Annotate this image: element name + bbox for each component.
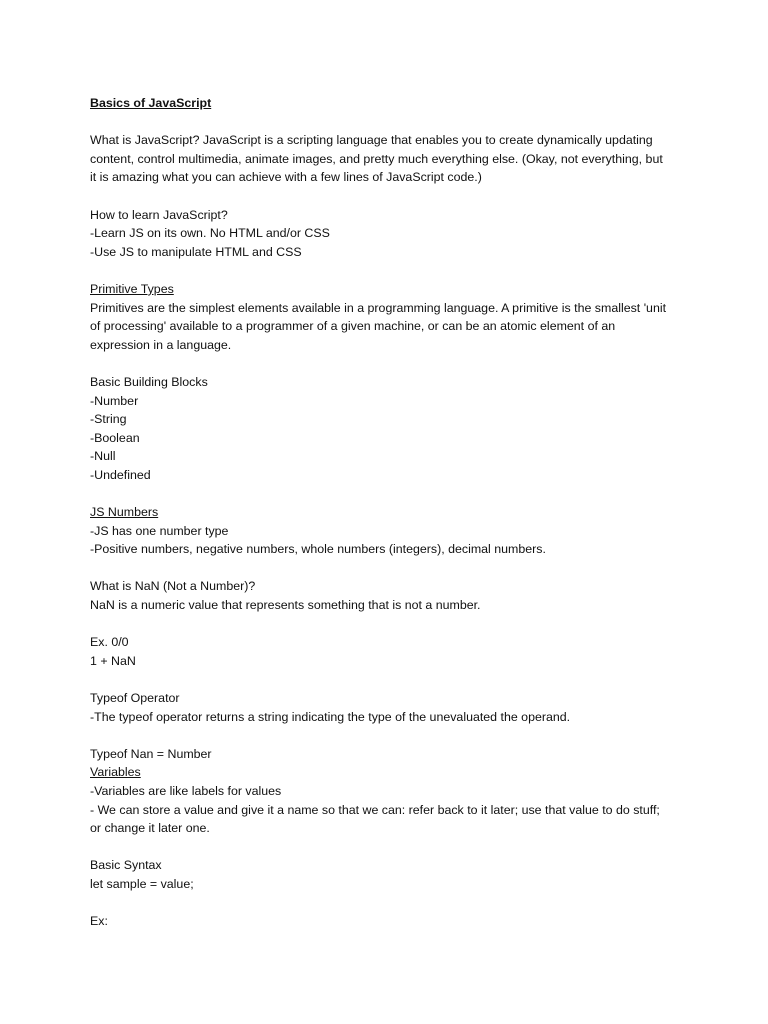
spacer bbox=[90, 484, 690, 503]
learn-item: -Use JS to manipulate HTML and CSS bbox=[90, 244, 302, 259]
js-numbers-heading: JS Numbers bbox=[90, 505, 159, 520]
syntax-body: let sample = value; bbox=[90, 876, 194, 891]
spacer bbox=[90, 187, 690, 206]
spacer bbox=[90, 261, 690, 280]
spacer bbox=[90, 615, 690, 634]
primitive-types-heading: Primitive Types bbox=[90, 281, 174, 296]
spacer bbox=[90, 838, 690, 857]
spacer bbox=[90, 726, 690, 745]
syntax-heading: Basic Syntax bbox=[90, 858, 162, 873]
spacer bbox=[90, 894, 690, 913]
ex-label: Ex: bbox=[90, 914, 108, 929]
js-numbers-item: -Positive numbers, negative numbers, whole numbers (integers), decimal numbers. bbox=[90, 542, 546, 557]
variables-item: - We can store a value and give it a name so that we can: refer back to it later; use that value to do stuff; bbox=[90, 802, 660, 817]
typeof-heading: Typeof Operator bbox=[90, 691, 180, 705]
intro-line: content, control multimedia, animate images, and pretty much everything else. (Okay, not everything, but bbox=[90, 151, 663, 166]
variables-item: or change it later one. bbox=[90, 821, 210, 836]
spacer bbox=[90, 559, 690, 578]
variables-item: -Variables are like labels for values bbox=[90, 783, 282, 798]
spacer bbox=[90, 354, 690, 373]
primitive-types-line: of processing' available to a programmer of a given machine, or can be an atomic element of an bbox=[90, 319, 616, 334]
building-block-item: -Undefined bbox=[90, 467, 151, 482]
primitive-types-line: expression in a language. bbox=[90, 337, 232, 352]
learn-item: -Learn JS on its own. No HTML and/or CSS bbox=[90, 226, 330, 241]
example-line: Ex. 0/0 bbox=[90, 635, 129, 650]
variables-heading: Variables bbox=[90, 765, 141, 780]
typeof-nan-line: Typeof Nan = Number bbox=[90, 746, 212, 761]
building-block-item: -Null bbox=[90, 449, 116, 464]
building-blocks-heading: Basic Building Blocks bbox=[90, 374, 208, 389]
spacer bbox=[90, 113, 690, 132]
document-title: Basics of JavaScript bbox=[90, 96, 212, 110]
primitive-types-line: Primitives are the simplest elements available in a programming language. A primitive is the smallest 'unit bbox=[90, 300, 667, 315]
document-body bbox=[90, 94, 690, 931]
js-numbers-item: -JS has one number type bbox=[90, 523, 229, 538]
example-line: 1 + NaN bbox=[90, 653, 136, 668]
intro-line: What is JavaScript? JavaScript is a scripting language that enables you to create dynamically updating bbox=[90, 133, 653, 148]
nan-body: NaN is a numeric value that represents something that is not a number. bbox=[90, 598, 481, 613]
building-block-item: -String bbox=[90, 412, 127, 427]
typeof-body: -The typeof operator returns a string indicating the type of the unevaluated the operand. bbox=[90, 709, 571, 724]
building-block-item: -Number bbox=[90, 393, 139, 408]
learn-heading: How to learn JavaScript? bbox=[90, 207, 228, 222]
spacer bbox=[90, 670, 690, 689]
nan-heading: What is NaN (Not a Number)? bbox=[90, 579, 256, 594]
intro-line: it is amazing what you can achieve with a few lines of JavaScript code.) bbox=[90, 170, 482, 185]
building-block-item: -Boolean bbox=[90, 430, 140, 445]
